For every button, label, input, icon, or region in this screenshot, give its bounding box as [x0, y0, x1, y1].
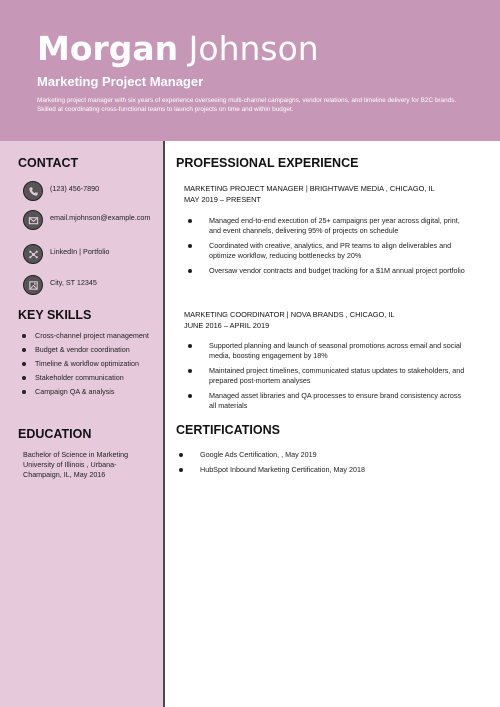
network-icon: [23, 244, 43, 264]
last-name: Johnson: [188, 29, 319, 68]
certifications-list: [171, 450, 461, 480]
list-item: Managed end-to-end execution of 25+ campaigns per year across digital, print, and event channels, delivering 95% of projects on schedule: [180, 216, 470, 236]
list-item: Maintained project timelines, communicated status updates to stakeholders, and prepared post-mortem analyses: [180, 366, 470, 386]
location-icon: [23, 275, 43, 295]
skills-heading: KEY SKILLS: [18, 308, 92, 322]
job-2-bullets: [180, 341, 470, 416]
job-1-title-line: MARKETING PROJECT MANAGER | BRIGHTWAVE MEDIA , CHICAGO, IL: [184, 184, 435, 193]
candidate-name: [37, 30, 319, 68]
education-heading: EDUCATION: [18, 427, 92, 441]
job-1-bullets: [180, 216, 470, 281]
list-item: Coordinated with creative, analytics, and PR teams to align deliverables and optimize workflow, reducing bottlenecks by 20%: [180, 241, 470, 261]
list-item: Supported planning and launch of seasonal promotions across email and social media, boosting engagement by 18%: [180, 341, 470, 361]
contact-heading: CONTACT: [18, 156, 79, 170]
contact-email: [23, 210, 163, 234]
email-icon: [23, 210, 43, 230]
contact-location: [23, 275, 163, 299]
summary-text: Marketing project manager with six years of experience overseeing multi-channel campaigns, vendor relations, and timeline delivery for B2C brands. Skilled at coordinating cross-functional teams to launch projects on time and within budget.: [37, 97, 457, 113]
experience-heading: PROFESSIONAL EXPERIENCE: [176, 156, 359, 170]
job-2-dates: JUNE 2016 – APRIL 2019: [184, 321, 270, 330]
contact-links: [23, 244, 163, 268]
education-text: Bachelor of Science in Marketing University of Illinois , Urbana-Champaign, IL, May 2016: [23, 450, 129, 479]
certifications-heading: CERTIFICATIONS: [176, 423, 280, 437]
list-item: Budget & vendor coordination: [19, 345, 154, 355]
location-text: City, ST 12345: [50, 278, 97, 287]
job-2-header: [184, 309, 395, 331]
list-item: Timeline & workflow optimization: [19, 359, 154, 369]
list-item: Oversaw vendor contracts and budget tracking for a $1M annual project portfolio: [180, 266, 470, 276]
list-item: Google Ads Certification, , May 2019: [171, 450, 461, 460]
list-item: Cross-channel project management: [19, 331, 154, 341]
list-item: Managed asset libraries and QA processes to ensure brand consistency across all materials: [180, 391, 470, 411]
job-1-header: [184, 183, 435, 205]
contact-phone: [23, 181, 163, 205]
phone-icon: [23, 181, 43, 201]
job-title: Marketing Project Manager: [37, 74, 204, 89]
list-item: Campaign QA & analysis: [19, 387, 154, 397]
header-banner: [0, 0, 500, 141]
phone-text: (123) 456-7890: [50, 184, 100, 193]
column-divider: [163, 141, 165, 707]
job-2-title-line: MARKETING COORDINATOR | NOVA BRANDS , CHICAGO, IL: [184, 310, 395, 319]
job-1-dates: MAY 2019 – PRESENT: [184, 195, 261, 204]
links-text[interactable]: LinkedIn | Portfolio: [50, 247, 110, 256]
first-name: Morgan: [37, 29, 179, 68]
skills-list: [19, 331, 154, 401]
list-item: Stakeholder communication: [19, 373, 154, 383]
list-item: HubSpot Inbound Marketing Certification, May 2018: [171, 465, 461, 475]
email-text[interactable]: email.mjohnson@example.com: [50, 213, 151, 222]
